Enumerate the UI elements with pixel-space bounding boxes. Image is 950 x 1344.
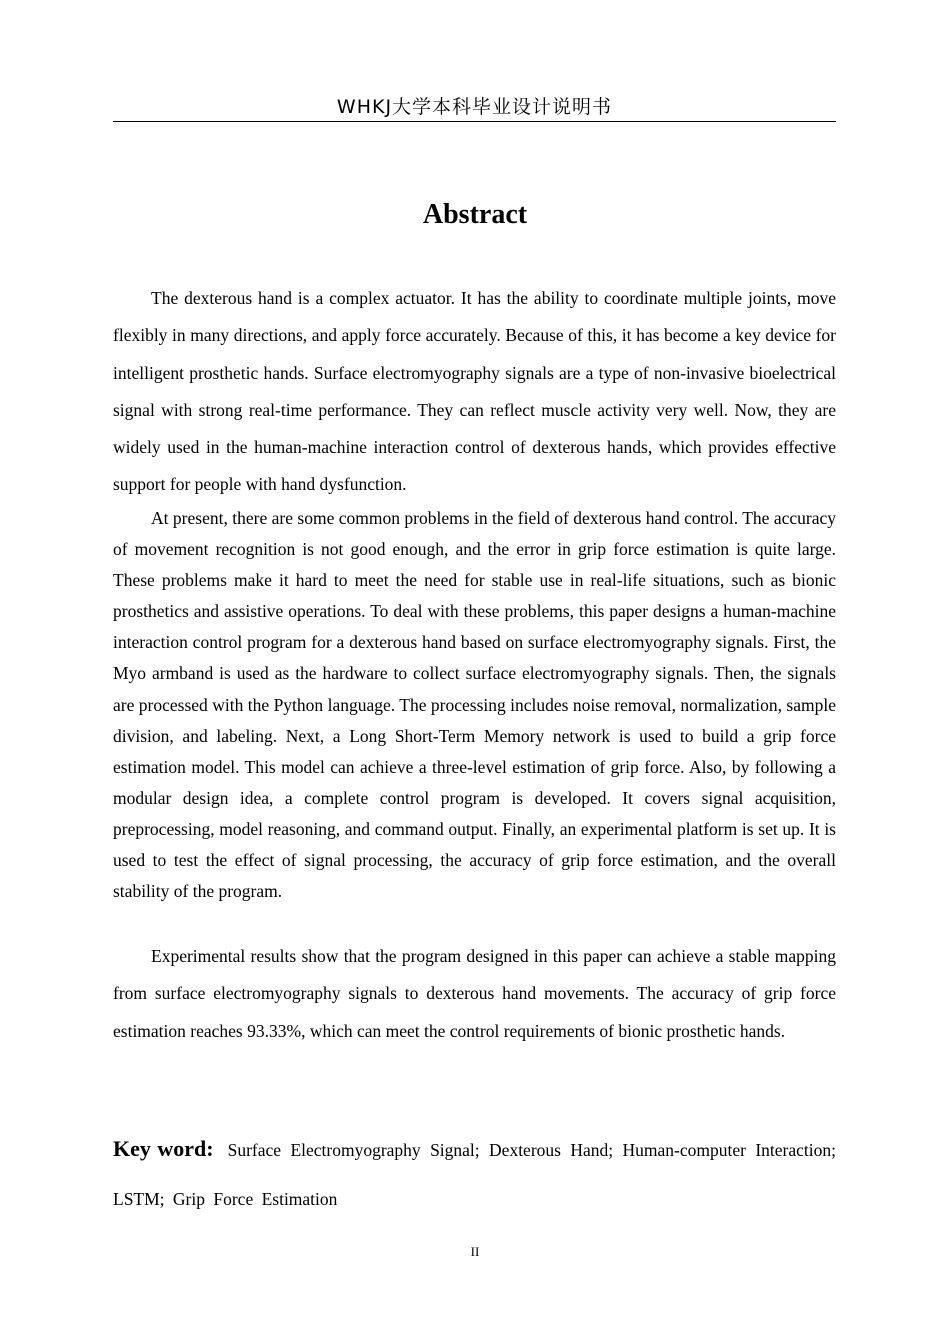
paragraph-text: At present, there are some common problems in the field of dexterous hand control. The accuracy of movement recognition is not good enough, and the error in grip force estimation is quite large. These problems make it hard to meet the need for stable use in real-life situations, such as bionic prosthetics and assistive operations. To deal with these problems, this paper designs a human-machine interaction control program for a dexterous hand based on surface electromyography signals. First, the Myo armband is used as the hardware to collect surface electromyography signals. Then, the signals are processed with the Python language. The processing includes noise removal, normalization, sample division, and labeling. Next, a Long Short-Term Memory network is used to build a grip force estimation model. This model can achieve a three-level estimation of grip force. Also, by following a modular design idea, a complete control program is developed. It covers signal acquisition, preprocessing, model reasoning, and command output. Finally, an experimental platform is set up. It is used to test the effect of signal processing, the accuracy of grip force estimation, and the overall stability of the program. bbox=[113, 508, 836, 902]
header-text: WHKJ大学本科毕业设计说明书 bbox=[336, 96, 613, 118]
page-header bbox=[113, 94, 836, 122]
page-number: II bbox=[470, 1244, 480, 1259]
page-title: Abstract bbox=[422, 199, 528, 230]
paragraph-text: Experimental results show that the program designed in this paper can achieve a stable mapping from surface electromyography signals to dexterous hand movements. The accuracy of grip force estimation reaches 93.33%, which can meet the control requirements of bionic prosthetic hands. bbox=[113, 946, 836, 1041]
abstract-paragraph-2 bbox=[113, 503, 836, 907]
abstract-paragraph-3 bbox=[113, 938, 836, 1050]
paragraph-text: The dexterous hand is a complex actuator. It has the ability to coordinate multiple joints, move flexibly in many directions, and apply force accurately. Because of this, it has become a key device for intelligent prosthetic hands. Surface electromyography signals are a type of non-invasive bioelectrical signal with strong real-time performance. They can reflect muscle activity very well. Now, they are widely used in the human-machine interaction control of dexterous hands, which provides effective support for people with hand dysfunction. bbox=[113, 288, 836, 495]
keywords-label: Key word: bbox=[113, 1136, 214, 1161]
keywords bbox=[113, 1124, 836, 1224]
keywords-text: Surface Electromyography Signal; Dexterous Hand; Human-computer Interaction; LSTM; Grip Force Estimation bbox=[113, 1140, 836, 1209]
abstract-paragraph-1 bbox=[113, 280, 836, 504]
